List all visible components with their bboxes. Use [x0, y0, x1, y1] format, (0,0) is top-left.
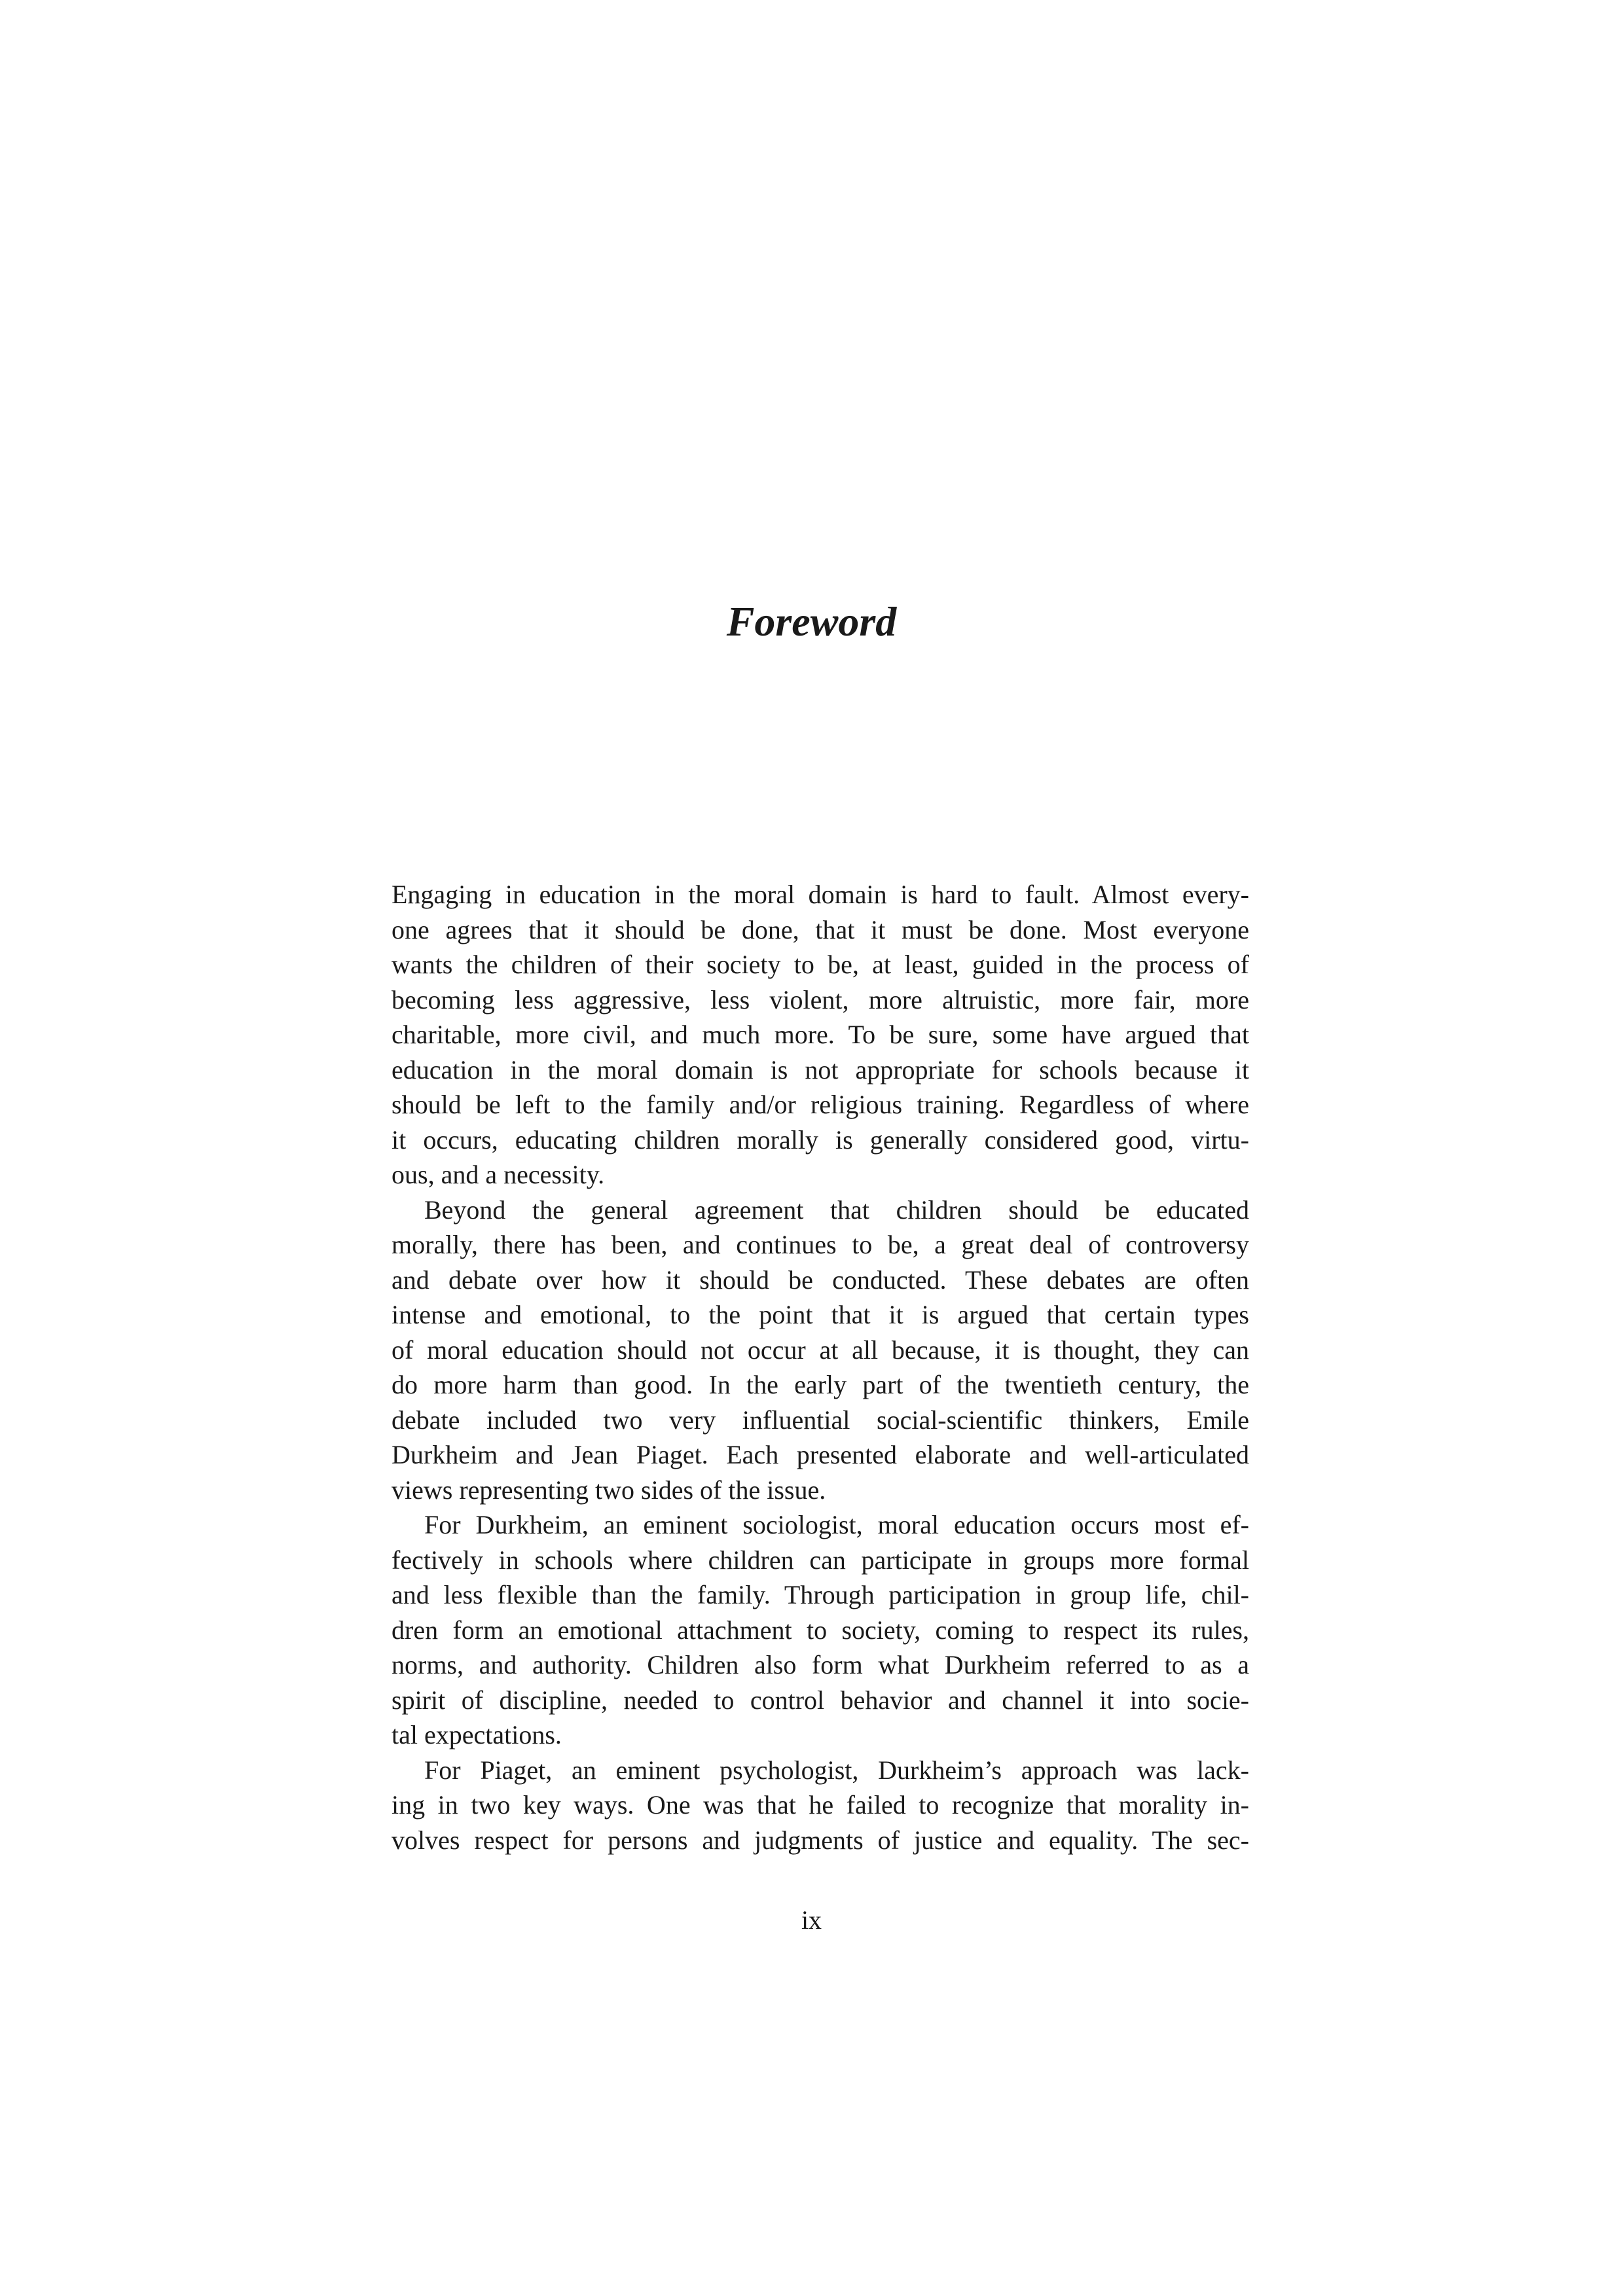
text-line: it occurs, educating children morally is generally considered good, virtu- — [392, 1124, 1249, 1155]
text-line: do more harm than good. In the early part of the twentieth century, the — [392, 1370, 1249, 1399]
text-line: education in the moral domain is not appropriate for schools because it — [392, 1054, 1249, 1085]
text-line: volves respect for persons and judgments of justice and equality. The sec- — [392, 1825, 1249, 1855]
text-line: wants the children of their society to be, at least, guided in the process of — [392, 950, 1249, 979]
text-line: becoming less aggressive, less violent, more altruistic, more fair, more — [392, 984, 1249, 1014]
text-line: debate included two very influential social-scientific thinkers, Emile — [392, 1405, 1249, 1435]
text-line: ing in two key ways. One was that he failed to recognize that morality in- — [392, 1790, 1249, 1820]
text-line: intense and emotional, to the point that it is argued that certain types — [392, 1300, 1249, 1329]
page-number: ix — [801, 1905, 822, 1935]
text-line: Engaging in education in the moral domain is hard to fault. Almost every- — [392, 880, 1249, 909]
text-line: dren form an emotional attachment to society, coming to respect its rules, — [392, 1615, 1249, 1645]
text-line: one agrees that it should be done, that it must be done. Most everyone — [392, 914, 1249, 944]
text-line: For Piaget, an eminent psychologist, Durkheim’s approach was lack- — [424, 1755, 1249, 1785]
text-line: morally, there has been, and continues to be, a great deal of controversy — [392, 1230, 1249, 1259]
text-line: norms, and authority. Children also form what Durkheim referred to as a — [392, 1650, 1249, 1679]
text-line: views representing two sides of the issue. — [392, 1475, 826, 1505]
text-line: charitable, more civil, and much more. To be sure, some have argued that — [392, 1020, 1249, 1049]
chapter-title: Foreword — [726, 598, 897, 645]
text-line: and debate over how it should be conducted. These debates are often — [392, 1265, 1249, 1295]
text-line: Durkheim and Jean Piaget. Each presented elaborate and well-articulated — [392, 1440, 1249, 1469]
text-line: spirit of discipline, needed to control behavior and channel it into socie- — [392, 1685, 1249, 1715]
text-line: ous, and a necessity. — [392, 1160, 605, 1189]
text-line: of moral education should not occur at all because, it is thought, they can — [392, 1335, 1249, 1365]
text-line: tal expectations. — [392, 1720, 562, 1749]
text-line: For Durkheim, an eminent sociologist, moral education occurs most ef- — [424, 1510, 1249, 1539]
text-line: and less flexible than the family. Through participation in group life, chil- — [392, 1580, 1249, 1609]
text-line: Beyond the general agreement that children should be educated — [424, 1194, 1249, 1225]
text-line: fectively in schools where children can participate in groups more formal — [392, 1545, 1249, 1575]
body-text — [392, 877, 1249, 1857]
text-line: should be left to the family and/or religious training. Regardless of where — [392, 1090, 1249, 1119]
